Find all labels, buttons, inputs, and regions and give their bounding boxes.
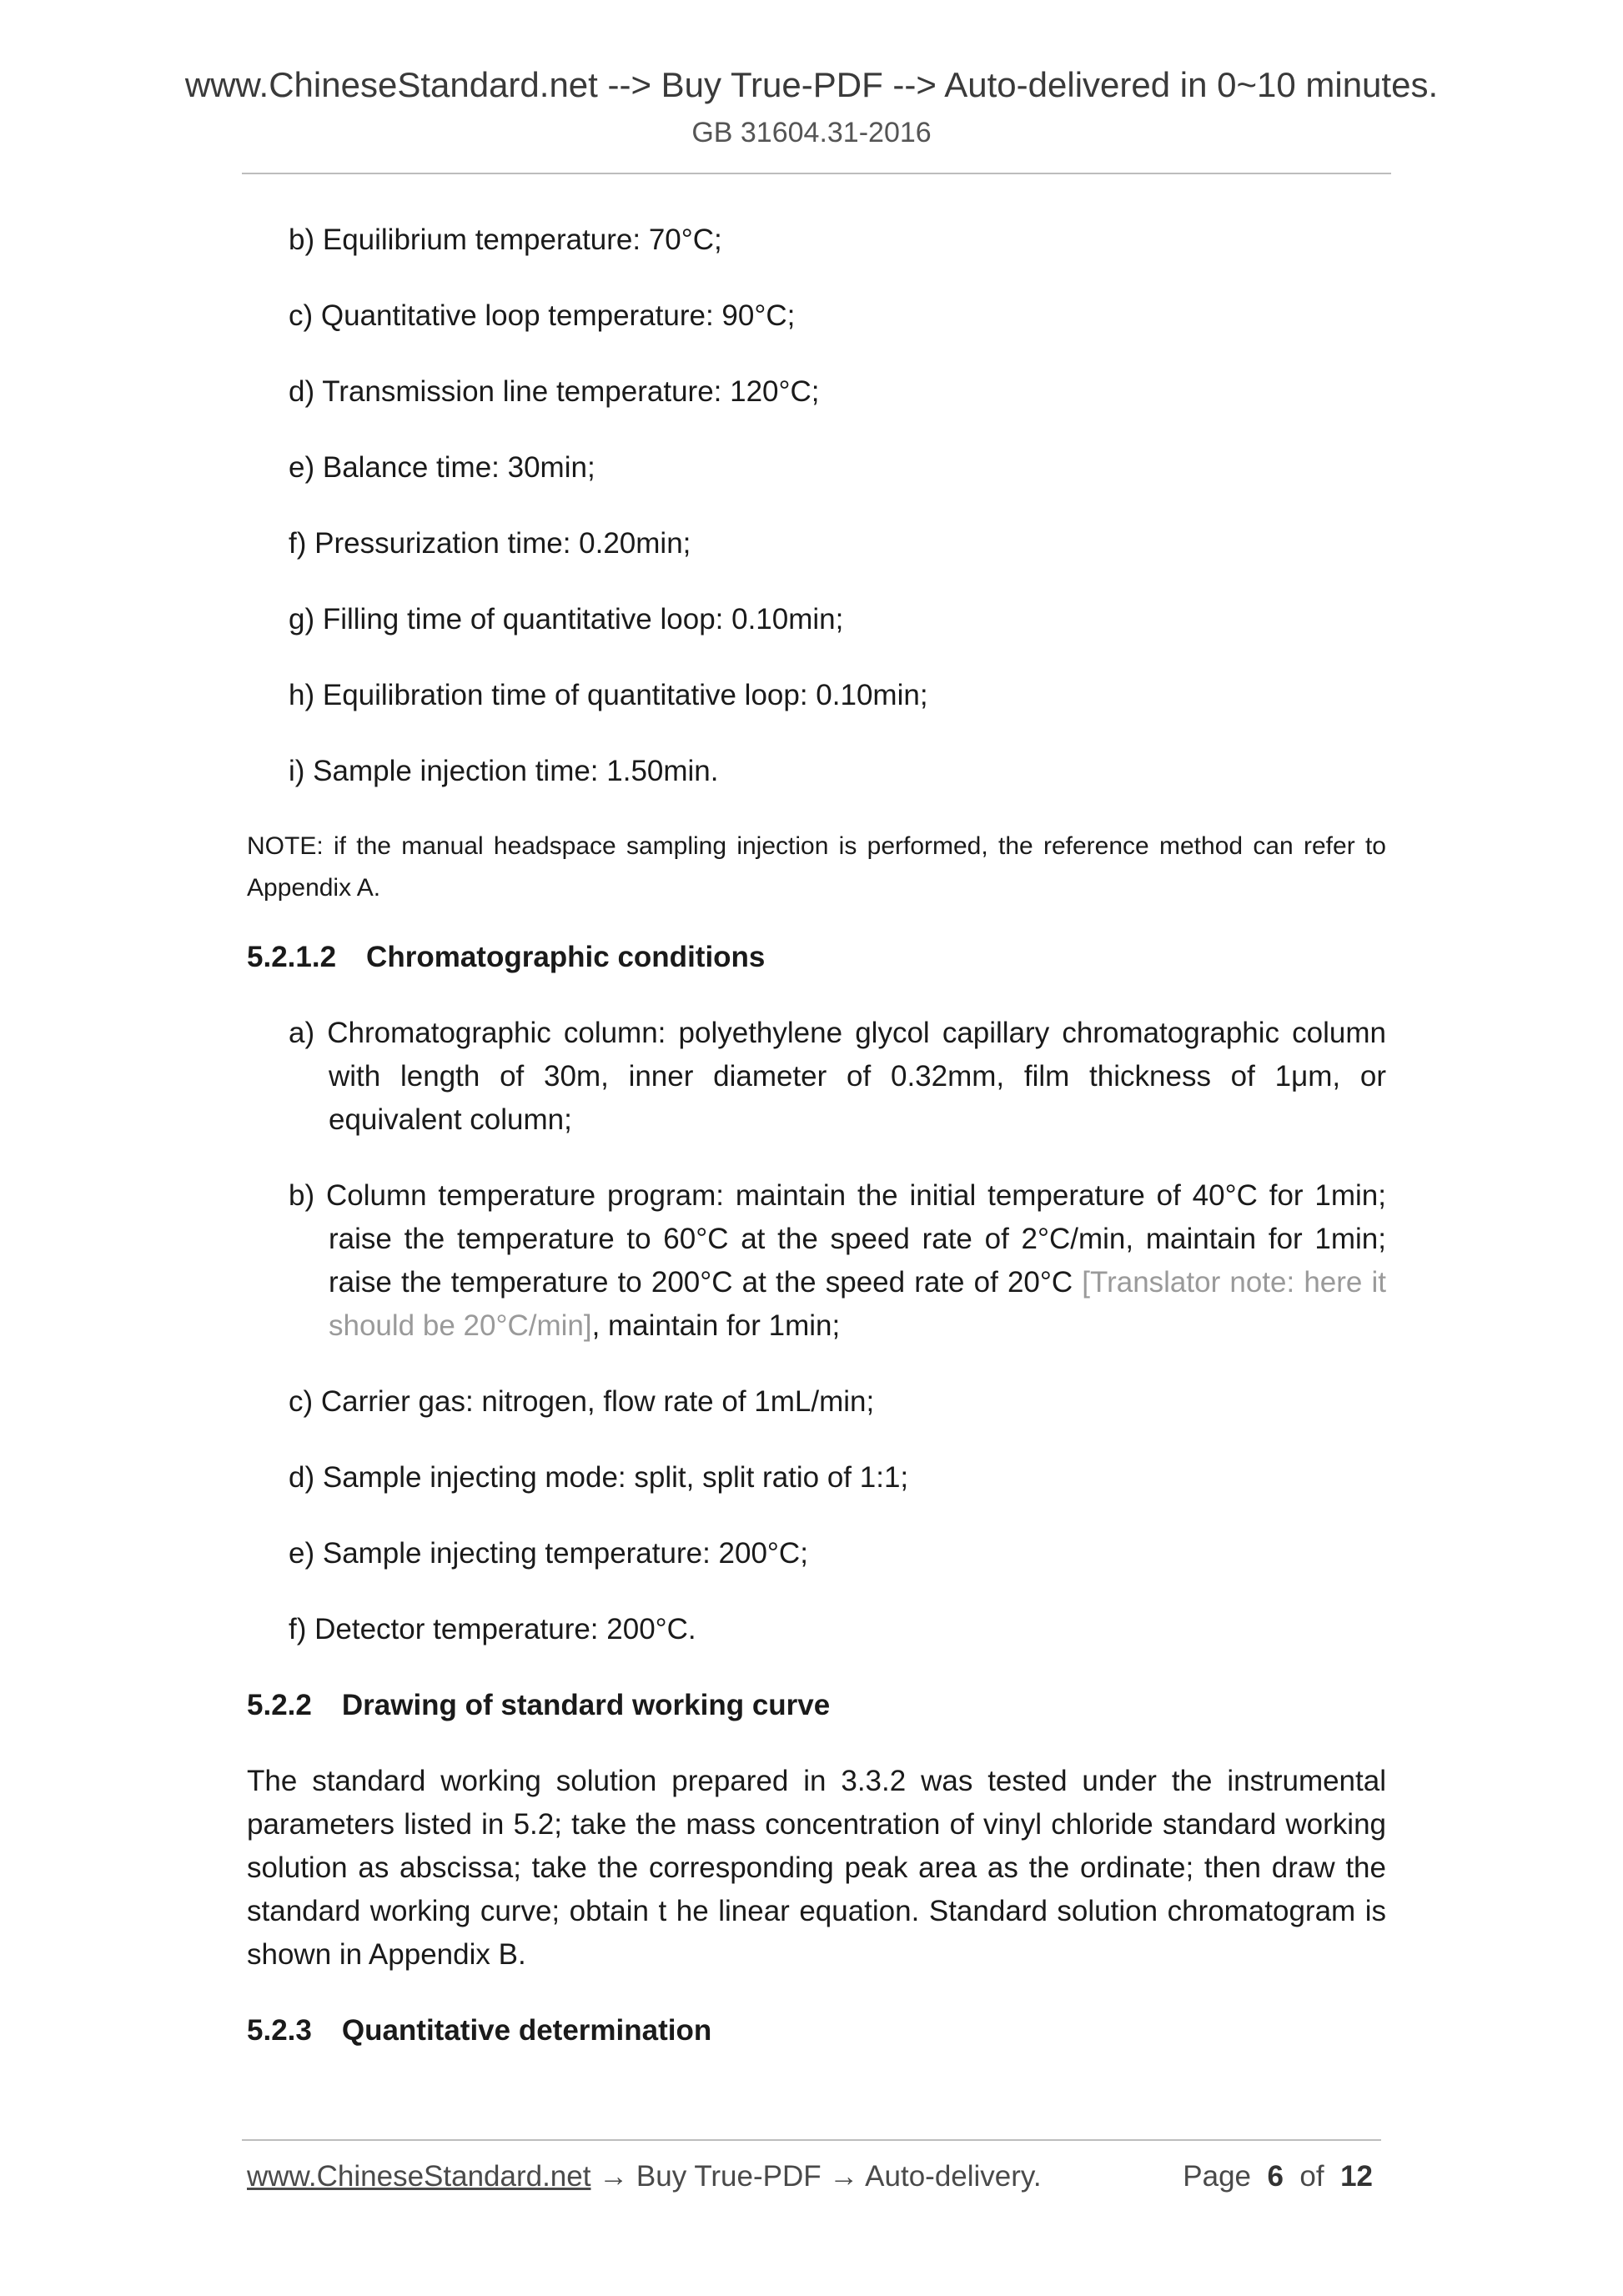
section-heading-5-2-3 (247, 2009, 1386, 2052)
note-paragraph: NOTE: if the manual headspace sampling injection is performed, the reference method can refer to Appendix A. (247, 832, 1386, 902)
list-item: h) Equilibration time of quantitative loop: 0.10min; (289, 679, 928, 711)
footer-promo (247, 2160, 1042, 2193)
document-body (247, 219, 1386, 2085)
page-total: 12 (1340, 2160, 1373, 2193)
list-item-text-end: , maintain for 1min; (591, 1309, 841, 1342)
page-number (1183, 2160, 1373, 2193)
list-item: d) Sample injecting mode: split, split ratio of 1:1; (289, 1461, 909, 1494)
list-item: b) Equilibrium temperature: 70°C; (289, 224, 722, 256)
page-label: Page (1183, 2160, 1252, 2193)
header-banner: www.ChineseStandard.net --> Buy True-PDF --> Auto-delivered in 0~10 minutes. (184, 65, 1439, 104)
list-item: i) Sample injection time: 1.50min. (289, 755, 719, 787)
body-paragraph: The standard working solution prepared in 3.3.2 was tested under the instrumental parameters listed in 5.2; take the mass concentration of vinyl chloride standard working solution as abscissa; take the corresponding peak area as the ordinate; then draw the standard working curve; obtain t he linear equation. Standard solution chromatogram is shown in Appendix B. (247, 1765, 1386, 1971)
list-item: f) Pressurization time: 0.20min; (289, 527, 691, 560)
section-title: Drawing of standard working curve (341, 1689, 831, 1721)
list-item: g) Filling time of quantitative loop: 0.10min; (289, 603, 844, 636)
list-item: c) Carrier gas: nitrogen, flow rate of 1mL/min; (289, 1385, 875, 1418)
footer-promo-text: → Buy True-PDF → Auto-delivery. (590, 2160, 1042, 2193)
header-divider (242, 173, 1391, 174)
list-item (247, 1174, 1386, 1348)
website-link[interactable]: www.ChineseStandard.net (247, 2160, 591, 2193)
standard-number: GB 31604.31-2016 (691, 117, 932, 148)
translator-note: [Translator note: here it should be 20°C/min] (329, 1266, 1386, 1342)
section-title: Chromatographic conditions (366, 941, 766, 973)
list-item: f) Detector temperature: 200°C. (289, 1613, 696, 1645)
section-heading-5-2-1-2 (247, 936, 1386, 979)
section-heading-5-2-2 (247, 1684, 1386, 1727)
section-number: 5.2.3 (247, 2014, 312, 2047)
section-number: 5.2.1.2 (247, 941, 337, 973)
section-number: 5.2.2 (247, 1689, 312, 1721)
list-item: e) Balance time: 30min; (289, 451, 595, 484)
section-title: Quantitative determination (341, 2014, 712, 2047)
list-item: a) Chromatographic column: polyethylene glycol capillary chromatographic column with length of 30m, inner diameter of 0.32mm, film thickness of 1μm, or equivalent column; (289, 1017, 1386, 1136)
page-current: 6 (1267, 2160, 1284, 2193)
list-item: d) Transmission line temperature: 120°C; (289, 375, 820, 408)
footer-divider (242, 2139, 1381, 2141)
list-item: e) Sample injecting temperature: 200°C; (289, 1537, 808, 1570)
list-item: c) Quantitative loop temperature: 90°C; (289, 299, 796, 332)
list-item-text: b) Column temperature program: maintain the initial temperature of 40°C for 1min; raise the temperature to 60°C at the speed rate of 2°C/min, maintain for 1min; raise the temperature to 200°C at the speed rate of 20°C (289, 1179, 1386, 1299)
page-of: of (1299, 2160, 1324, 2193)
